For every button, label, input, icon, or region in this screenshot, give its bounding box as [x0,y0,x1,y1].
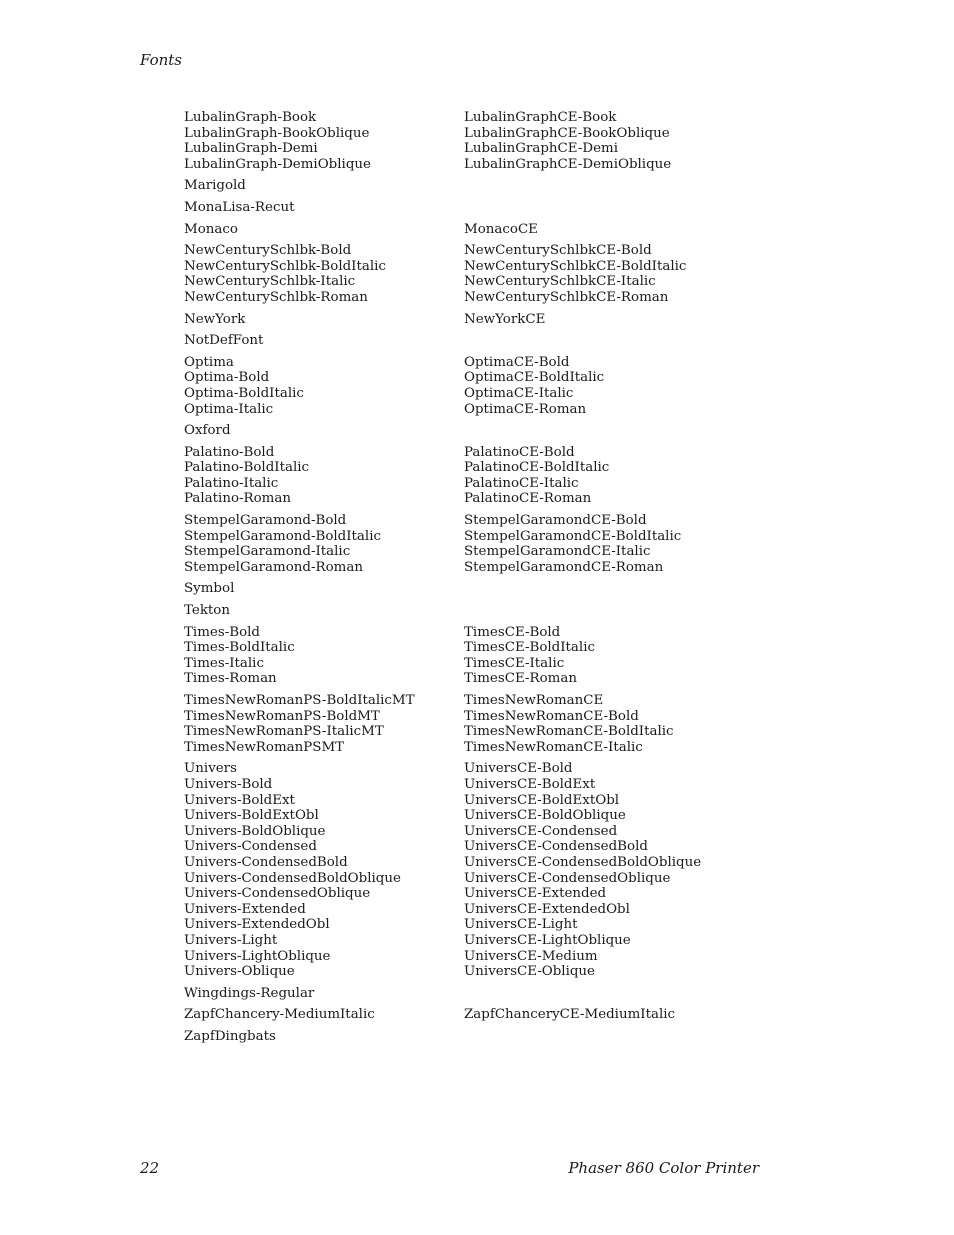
font-name-ce: UniversCE-Oblique [464,964,595,980]
font-name-ce: UniversCE-BoldOblique [464,808,626,824]
font-group [184,110,804,172]
font-group [184,222,804,238]
font-name-ce: TimesCE-Roman [464,671,577,687]
font-name: NewCenturySchlbk-Bold [184,243,352,259]
font-name-ce: OptimaCE-Italic [464,385,574,401]
font-name-ce: TimesNewRomanCE-Bold [464,708,639,724]
font-name-ce: OptimaCE-Roman [464,401,587,417]
font-name: NewCenturySchlbk-Italic [184,274,356,290]
font-column-ce [464,312,804,328]
font-column-ce [464,243,804,305]
font-column-standard [184,243,464,305]
font-name-ce: TimesCE-Italic [464,655,565,671]
font-name: Times-Roman [184,671,277,687]
font-group [184,1029,804,1045]
font-name: Univers-ExtendedObl [184,917,330,933]
font-name: Marigold [184,178,246,194]
font-column-ce [464,355,804,417]
font-name: Univers-Oblique [184,964,295,980]
font-column-ce [464,1029,804,1045]
font-column-ce [464,1007,804,1023]
font-name-ce: UniversCE-BoldExt [464,776,596,792]
font-name: Times-BoldItalic [184,640,295,656]
font-name-ce: LubalinGraphCE-BookOblique [464,125,670,141]
font-name: LubalinGraph-Book [184,110,317,125]
font-column-standard [184,581,464,597]
font-column-standard [184,355,464,417]
font-name-ce: StempelGaramondCE-Italic [464,544,651,560]
font-column-standard [184,625,464,687]
font-name-ce: UniversCE-CondensedOblique [464,870,671,886]
font-name: LubalinGraph-DemiOblique [184,156,371,172]
font-column-standard [184,445,464,507]
font-group [184,581,804,597]
font-name: ZapfChancery-MediumItalic [184,1007,375,1023]
font-name-ce: UniversCE-BoldExtObl [464,792,620,808]
font-name-ce: UniversCE-Medium [464,948,598,964]
font-name-ce: TimesNewRomanCE [464,693,604,708]
font-name-ce: TimesCE-BoldItalic [464,640,595,656]
font-column-ce [464,761,804,979]
font-name: Palatino-BoldItalic [184,460,310,476]
section-header: Fonts [140,51,183,69]
font-name: Optima-BoldItalic [184,385,304,401]
font-column-standard [184,1007,464,1023]
font-name: Palatino-Roman [184,491,291,507]
font-name-ce: TimesNewRomanCE-BoldItalic [464,724,674,740]
font-column-standard [184,423,464,439]
font-group [184,355,804,417]
font-name-ce: LubalinGraphCE-Book [464,110,617,125]
font-name-ce: MonacoCE [464,221,538,237]
font-list [184,110,804,1050]
font-column-ce [464,423,804,439]
font-name: LubalinGraph-Demi [184,141,318,157]
font-column-standard [184,178,464,194]
font-name-ce: LubalinGraphCE-Demi [464,141,618,157]
font-column-standard [184,693,464,755]
font-column-standard [184,110,464,172]
font-name-ce: TimesNewRomanCE-Italic [464,739,643,755]
font-name-ce: UniversCE-Condensed [464,823,618,839]
font-column-ce [464,693,804,755]
font-column-ce [464,222,804,238]
font-column-ce [464,200,804,216]
font-group [184,200,804,216]
product-title: Phaser 860 Color Printer [568,1159,759,1177]
font-column-standard [184,1029,464,1045]
font-name-ce: StempelGaramondCE-Bold [464,513,647,529]
font-name: StempelGaramond-Bold [184,513,347,529]
font-name: Symbol [184,581,235,597]
font-name-ce: PalatinoCE-Bold [464,444,575,460]
font-name: NewYork [184,311,246,327]
font-name: Univers [184,761,237,777]
font-name-ce: NewCenturySchlbkCE-Italic [464,274,656,290]
font-name: Univers-BoldOblique [184,823,326,839]
font-name-ce: ZapfChanceryCE-MediumItalic [464,1007,676,1023]
font-group [184,333,804,349]
font-name-ce: PalatinoCE-Roman [464,491,592,507]
font-name: Univers-Extended [184,901,306,917]
font-name: NotDefFont [184,333,264,349]
font-column-ce [464,445,804,507]
font-name-ce: UniversCE-Light [464,917,578,933]
font-name-ce: OptimaCE-Bold [464,354,570,370]
font-name: StempelGaramond-BoldItalic [184,528,381,544]
font-name: TimesNewRomanPS-BoldMT [184,708,380,724]
font-group [184,761,804,979]
page-number: 22 [140,1159,160,1177]
font-name: Tekton [184,603,230,619]
font-group [184,312,804,328]
font-name: Univers-LightOblique [184,948,331,964]
font-name: Palatino-Italic [184,475,279,491]
font-column-ce [464,178,804,194]
font-name-ce: NewCenturySchlbkCE-Roman [464,289,669,305]
font-name: Times-Italic [184,655,264,671]
font-column-standard [184,761,464,979]
font-column-standard [184,986,464,1002]
font-column-standard [184,603,464,619]
font-group [184,243,804,305]
font-name: StempelGaramond-Italic [184,544,351,560]
font-column-ce [464,110,804,172]
font-name: Oxford [184,423,231,439]
font-name: Univers-BoldExtObl [184,808,319,824]
font-name: Univers-Condensed [184,839,317,855]
font-name: NewCenturySchlbk-Roman [184,289,368,305]
font-name-ce: LubalinGraphCE-DemiOblique [464,156,672,172]
font-group [184,513,804,575]
font-name: Univers-Light [184,932,278,948]
font-name-ce: StempelGaramondCE-Roman [464,559,664,575]
font-name: Univers-BoldExt [184,792,295,808]
font-name: Univers-CondensedBold [184,854,348,870]
font-group [184,423,804,439]
font-name-ce: NewCenturySchlbkCE-BoldItalic [464,258,687,274]
font-name: NewCenturySchlbk-BoldItalic [184,258,386,274]
font-column-standard [184,222,464,238]
font-group [184,1007,804,1023]
font-group [184,986,804,1002]
font-name-ce: OptimaCE-BoldItalic [464,370,605,386]
font-name: TimesNewRomanPSMT [184,739,345,755]
font-name-ce: StempelGaramondCE-BoldItalic [464,528,682,544]
font-name-ce: UniversCE-Extended [464,886,607,902]
font-name: LubalinGraph-BookOblique [184,125,370,141]
font-column-ce [464,333,804,349]
font-name-ce: NewCenturySchlbkCE-Bold [464,243,652,259]
font-column-standard [184,200,464,216]
font-name: StempelGaramond-Roman [184,559,363,575]
font-name-ce: PalatinoCE-Italic [464,475,579,491]
font-name: Wingdings-Regular [184,985,315,1001]
font-name-ce: UniversCE-CondensedBoldOblique [464,854,702,870]
font-name: Univers-CondensedBoldOblique [184,870,401,886]
font-name: MonaLisa-Recut [184,199,295,215]
font-name-ce: PalatinoCE-BoldItalic [464,460,610,476]
font-group [184,625,804,687]
font-name-ce: TimesCE-Bold [464,624,561,640]
font-name: TimesNewRomanPS-BoldItalicMT [184,693,415,708]
font-name: Monaco [184,221,238,237]
font-column-ce [464,603,804,619]
font-name-ce: UniversCE-LightOblique [464,932,631,948]
font-name: Palatino-Bold [184,444,275,460]
font-name: Times-Bold [184,624,260,640]
font-column-standard [184,333,464,349]
font-column-ce [464,986,804,1002]
font-name: Univers-CondensedOblique [184,886,371,902]
font-name: Optima [184,354,234,370]
font-group [184,603,804,619]
font-column-standard [184,513,464,575]
font-column-ce [464,513,804,575]
font-column-ce [464,581,804,597]
font-name: Univers-Bold [184,776,273,792]
font-group [184,178,804,194]
font-name-ce: UniversCE-ExtendedObl [464,901,630,917]
font-name: TimesNewRomanPS-ItalicMT [184,724,384,740]
font-group [184,693,804,755]
font-column-standard [184,312,464,328]
font-name-ce: UniversCE-Bold [464,761,573,777]
font-name-ce: NewYorkCE [464,311,546,327]
font-group [184,445,804,507]
font-name: ZapfDingbats [184,1028,276,1044]
font-name-ce: UniversCE-CondensedBold [464,839,648,855]
font-name: Optima-Bold [184,370,270,386]
font-column-ce [464,625,804,687]
font-name: Optima-Italic [184,401,274,417]
